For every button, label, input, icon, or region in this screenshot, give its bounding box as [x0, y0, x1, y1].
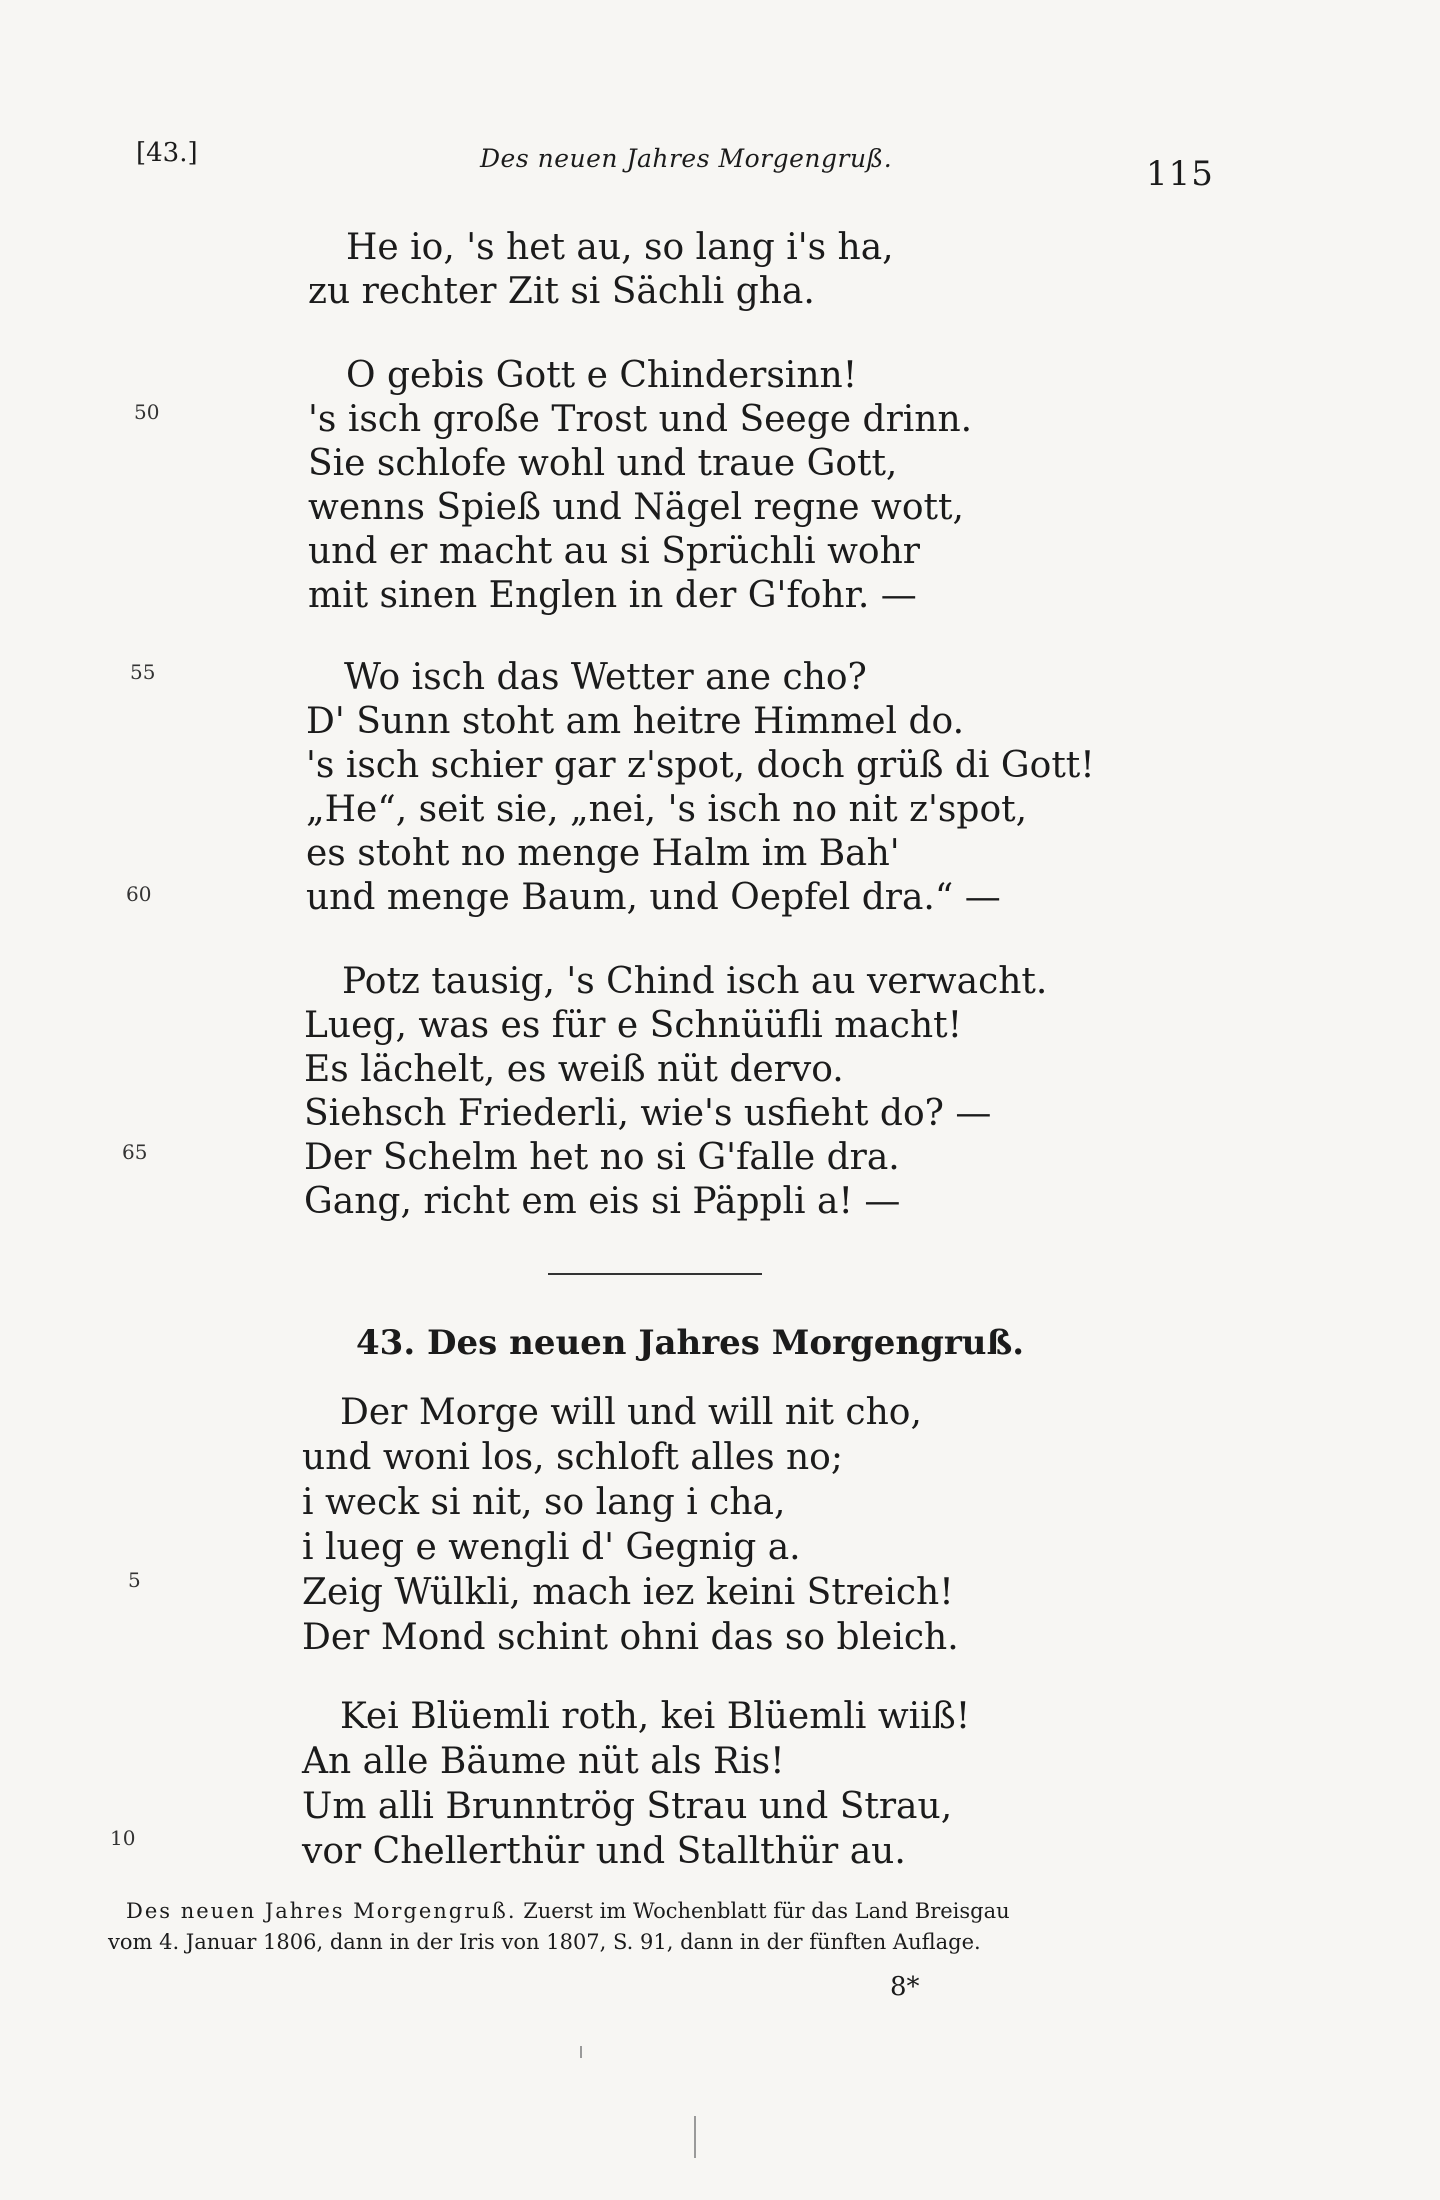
verse-line: zu rechter Zit si Sächli gha. [308, 271, 815, 312]
page-number: 115 [1146, 154, 1214, 194]
verse-line: Der Schelm het no si G'falle dra. [304, 1137, 900, 1178]
verse-line: Lueg, was es für e Schnüüfli macht! [304, 1005, 963, 1046]
section-divider [548, 1273, 762, 1275]
footnote-text: Zuerst im Wochenblatt für das Land Breisgau [523, 1899, 1010, 1923]
verse-line: Es lächelt, es weiß nüt dervo. [304, 1049, 844, 1090]
signature-mark: 8* [890, 1972, 920, 2002]
line-number: 10 [110, 1826, 136, 1850]
poem-43-stanza-1 [302, 1390, 959, 1660]
verse-line: Der Morge will und will nit cho, [340, 1392, 922, 1433]
stanza-2 [308, 354, 972, 618]
verse-line: mit sinen Englen in der G'fohr. — [308, 575, 917, 616]
verse-line: i lueg e wengli d' Gegnig a. [302, 1527, 801, 1568]
verse-line: i weck si nit, so lang i cha, [302, 1482, 786, 1523]
print-speck [694, 2116, 696, 2158]
stanza-4 [304, 960, 1047, 1224]
footnote-line [108, 1896, 1184, 1927]
verse-line: es stoht no menge Halm im Bah' [306, 833, 900, 874]
footnote [108, 1896, 1184, 1958]
verse-line: wenns Spieß und Nägel regne wott, [308, 487, 964, 528]
verse-line: und er macht au si Sprüchli wohr [308, 531, 920, 572]
verse-line: Gang, richt em eis si Päppli a! — [304, 1181, 901, 1222]
line-number: 55 [130, 660, 156, 684]
verse-line: Wo isch das Wetter ane cho? [344, 657, 867, 698]
poem-number: 43. [356, 1323, 416, 1363]
verse-line: Um alli Brunntrög Strau und Strau, [302, 1786, 953, 1827]
verse-line: Der Mond schint ohni das so bleich. [302, 1617, 959, 1658]
verse-line: 's isch schier gar z'spot, doch grüß di Gott! [306, 745, 1095, 786]
verse-line: vor Chellerthür und Stallthür au. [302, 1831, 906, 1872]
verse-line: 's isch große Trost und Seege drinn. [308, 399, 973, 440]
footnote-title: Des neuen Jahres Morgengruß. [126, 1899, 517, 1923]
verse-line: Zeig Wülkli, mach iez keini Streich! [302, 1572, 954, 1613]
verse-line: Potz tausig, 's Chind isch au verwacht. [342, 961, 1048, 1002]
verse-line: Sie schlofe wohl und traue Gott, [308, 443, 898, 484]
verse-line: „He“, seit sie, „nei, 's isch no nit z'spot, [306, 789, 1028, 830]
running-title: Des neuen Jahres Morgengruß. [480, 144, 893, 173]
line-number: 5 [128, 1568, 141, 1592]
line-number: 65 [122, 1140, 148, 1164]
stanza-1 [308, 226, 894, 314]
footnote-line: vom 4. Januar 1806, dann in der Iris von 1807, S. 91, dann in der fünften Auflage. [108, 1930, 981, 1954]
verse-line: An alle Bäume nüt als Ris! [302, 1741, 785, 1782]
section-bracket-label: [43.] [136, 138, 198, 168]
poem-title: Des neuen Jahres Morgengruß. [427, 1323, 1025, 1363]
print-speck [580, 2046, 582, 2058]
verse-line: He io, 's het au, so lang i's ha, [346, 227, 894, 268]
stanza-3 [306, 656, 1095, 920]
line-number: 60 [126, 882, 152, 906]
verse-line: D' Sunn stoht am heitre Himmel do. [306, 701, 965, 742]
verse-line: und menge Baum, und Oepfel dra.“ — [306, 877, 1001, 918]
verse-line: Kei Blüemli roth, kei Blüemli wiiß! [340, 1696, 971, 1737]
verse-line: und woni los, schloft alles no; [302, 1437, 843, 1478]
poem-heading [356, 1323, 1024, 1363]
poem-43-stanza-2 [302, 1694, 970, 1874]
verse-line: O gebis Gott e Chindersinn! [346, 355, 858, 396]
line-number: 50 [134, 400, 160, 424]
verse-line: Siehsch Friederli, wie's usfieht do? — [304, 1093, 992, 1134]
